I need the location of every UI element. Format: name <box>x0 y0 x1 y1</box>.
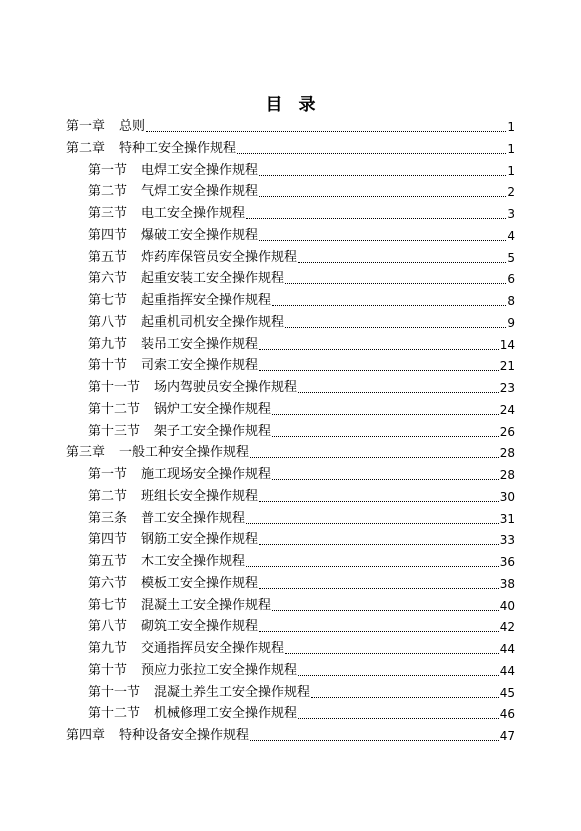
toc-section-entry[interactable] <box>88 314 515 332</box>
toc-entry-number: 第一章 <box>66 119 106 134</box>
toc-entry-label <box>88 531 258 549</box>
toc-entry-label <box>88 270 284 288</box>
toc-entry-number: 第二章 <box>66 140 106 156</box>
toc-entry-number: 第十一节 <box>88 380 141 395</box>
toc-entry-title: 混凝土工安全操作规程 <box>141 597 272 613</box>
toc-page-number: 9 <box>507 315 515 330</box>
title-char-right: 录 <box>298 95 316 115</box>
toc-dot-leader <box>250 457 499 458</box>
toc-page-number: 23 <box>499 381 515 395</box>
toc-entry-label <box>88 205 245 223</box>
toc-entry-label <box>88 379 297 397</box>
toc-entry-title: 架子工安全操作规程 <box>154 423 272 439</box>
toc-entry-title: 施工现场安全操作规程 <box>141 467 272 482</box>
toc-dot-leader <box>298 262 506 263</box>
toc-entry-label <box>88 488 258 506</box>
toc-entry-label <box>88 314 284 332</box>
toc-page-number: 6 <box>507 272 515 287</box>
toc-dot-leader <box>259 196 506 197</box>
toc-entry-title: 混凝土养生工安全操作规程 <box>154 684 311 700</box>
toc-entry-number: 第三条 <box>88 510 128 526</box>
toc-dot-leader <box>246 523 499 524</box>
toc-chapter-entry[interactable] <box>66 140 515 158</box>
toc-entry-number: 第七节 <box>88 293 128 308</box>
toc-entry-label <box>88 705 297 723</box>
toc-entry-title: 模板工安全操作规程 <box>141 575 259 591</box>
toc-entry-title: 交通指挥员安全操作规程 <box>141 641 285 656</box>
toc-section-entry[interactable] <box>88 357 515 375</box>
toc-entry-number: 第十三节 <box>88 423 141 439</box>
toc-entry-title: 司索工安全操作规程 <box>141 358 259 374</box>
toc-entry-title: 砌筑工安全操作规程 <box>141 619 259 635</box>
toc-dot-leader <box>237 153 506 154</box>
toc-entry-number: 第二节 <box>88 488 128 504</box>
toc-page-number: 4 <box>507 228 515 243</box>
toc-entry-label <box>88 662 297 680</box>
toc-entry-label <box>88 597 271 615</box>
toc-dot-leader <box>272 414 499 415</box>
toc-entry-number: 第三节 <box>88 206 128 221</box>
toc-section-entry[interactable] <box>88 270 515 288</box>
toc-page-number: 2 <box>507 185 515 200</box>
toc-entry-label <box>88 466 271 484</box>
toc-entry-number: 第八节 <box>88 619 128 635</box>
toc-chapter-entry[interactable] <box>66 118 515 136</box>
toc-entry-label <box>88 183 258 201</box>
toc-page-number: 42 <box>499 620 515 635</box>
toc-section-entry[interactable] <box>88 662 515 680</box>
toc-section-entry[interactable] <box>88 575 515 593</box>
toc-entry-title: 起重安装工安全操作规程 <box>141 271 285 287</box>
toc-entry-number: 第二节 <box>88 184 128 200</box>
toc-section-entry[interactable] <box>88 249 515 267</box>
toc-page-number: 21 <box>499 359 515 374</box>
toc-entry-title: 起重机司机安全操作规程 <box>141 314 285 330</box>
toc-section-entry[interactable] <box>88 401 515 419</box>
toc-dot-leader <box>298 675 499 676</box>
toc-entry-title: 电工安全操作规程 <box>141 206 246 221</box>
toc-page-number: 31 <box>499 511 515 526</box>
toc-entry-label <box>66 727 249 745</box>
toc-section-entry[interactable] <box>88 227 515 245</box>
toc-entry-number: 第一节 <box>88 162 128 178</box>
toc-page-number: 36 <box>499 555 515 569</box>
toc-dot-leader <box>246 218 506 219</box>
toc-entry-title: 预应力张拉工安全操作规程 <box>141 662 298 678</box>
toc-page-number: 1 <box>507 163 515 178</box>
toc-page-number: 30 <box>499 489 515 504</box>
toc-dot-leader <box>259 544 499 545</box>
toc-entry-label <box>88 684 310 702</box>
toc-entry-number: 第十二节 <box>88 401 141 417</box>
toc-dot-leader <box>272 479 499 480</box>
toc-entry-title: 气焊工安全操作规程 <box>141 184 259 200</box>
toc-dot-leader <box>285 327 506 328</box>
toc-page-number: 26 <box>499 424 515 439</box>
toc-dot-leader <box>272 610 499 611</box>
toc-page-number: 8 <box>507 294 515 308</box>
toc-entry-title: 钢筋工安全操作规程 <box>141 532 259 548</box>
toc-page-number: 28 <box>499 446 515 461</box>
toc-entry-number: 第十节 <box>88 358 128 374</box>
toc-entry-label <box>88 357 258 375</box>
toc-entry-label <box>88 423 271 441</box>
toc-entry-number: 第九节 <box>88 641 128 656</box>
toc-entry-title: 锅炉工安全操作规程 <box>154 401 272 417</box>
toc-dot-leader <box>259 175 506 176</box>
toc-dot-leader <box>246 566 499 567</box>
toc-entry-title: 装吊工安全操作规程 <box>141 336 259 352</box>
toc-section-entry[interactable] <box>88 466 515 484</box>
toc-entry-number: 第一节 <box>88 467 128 482</box>
toc-dot-leader <box>298 392 499 393</box>
toc-entry-number: 第八节 <box>88 314 128 330</box>
toc-dot-leader <box>285 653 499 654</box>
toc-page-number: 28 <box>499 468 515 482</box>
toc-entry-number: 第六节 <box>88 575 128 591</box>
toc-section-entry[interactable] <box>88 597 515 615</box>
toc-entry-label <box>66 118 145 136</box>
toc-section-entry[interactable] <box>88 510 515 528</box>
toc-section-entry[interactable] <box>88 705 515 723</box>
toc-chapter-entry[interactable] <box>66 444 515 462</box>
toc-section-entry[interactable] <box>88 379 515 397</box>
toc-entry-title: 起重指挥安全操作规程 <box>141 293 272 308</box>
toc-dot-leader <box>259 588 499 589</box>
toc-entry-number: 第十二节 <box>88 706 141 722</box>
toc-entry-title: 一般工种安全操作规程 <box>119 445 250 461</box>
toc-entry-label <box>88 401 271 419</box>
toc-dot-leader <box>259 631 499 632</box>
toc-entry-number: 第五节 <box>88 249 128 265</box>
toc-dot-leader <box>259 370 499 371</box>
toc-page-number: 45 <box>499 685 515 700</box>
toc-entry-number: 第六节 <box>88 271 128 287</box>
toc-section-entry[interactable] <box>88 488 515 506</box>
toc-entry-label <box>88 292 271 310</box>
toc-dot-leader <box>146 131 506 132</box>
toc-entry-number: 第九节 <box>88 336 128 352</box>
toc-section-entry[interactable] <box>88 531 515 549</box>
toc-entry-label <box>66 140 236 158</box>
toc-section-entry[interactable] <box>88 423 515 441</box>
page-title <box>0 90 581 115</box>
toc-entry-label <box>88 510 245 528</box>
toc-dot-leader <box>272 436 499 437</box>
toc-dot-leader <box>285 283 506 284</box>
toc-section-entry[interactable] <box>88 618 515 636</box>
toc-dot-leader <box>311 697 499 698</box>
toc-dot-leader <box>259 349 499 350</box>
toc-page-number: 38 <box>499 576 515 591</box>
toc-entry-label <box>88 227 258 245</box>
toc-entry-number: 第七节 <box>88 597 128 613</box>
toc-entry-title: 爆破工安全操作规程 <box>141 227 259 243</box>
toc-page-number: 47 <box>499 729 515 743</box>
toc-entry-title: 特种设备安全操作规程 <box>119 728 250 743</box>
toc-dot-leader <box>272 305 506 306</box>
toc-entry-title: 机械修理工安全操作规程 <box>154 706 298 722</box>
toc-entry-title: 特种工安全操作规程 <box>119 140 237 156</box>
toc-page-number: 1 <box>507 141 515 156</box>
toc-section-entry[interactable] <box>88 292 515 310</box>
toc-dot-leader <box>259 501 499 502</box>
toc-section-entry[interactable] <box>88 205 515 223</box>
toc-entry-title: 普工安全操作规程 <box>141 510 246 526</box>
toc-entry-label <box>66 444 249 462</box>
toc-section-entry[interactable] <box>88 162 515 180</box>
title-char-left: 目 <box>265 95 283 115</box>
toc-entry-number: 第三章 <box>66 445 106 461</box>
toc-page-number: 3 <box>507 207 515 221</box>
toc-section-entry[interactable] <box>88 553 515 571</box>
toc-dot-leader <box>259 240 506 241</box>
toc-entry-number: 第四章 <box>66 728 106 743</box>
toc-page-number: 14 <box>499 337 515 352</box>
toc-entry-title: 炸药库保管员安全操作规程 <box>141 249 298 265</box>
toc-entry-number: 第四节 <box>88 532 128 548</box>
toc-section-entry[interactable] <box>88 684 515 702</box>
toc-dot-leader <box>298 718 499 719</box>
toc-page-number: 5 <box>507 250 515 265</box>
toc-entry-number: 第十一节 <box>88 684 141 700</box>
toc-entry-number: 第四节 <box>88 227 128 243</box>
toc-entry-title: 电焊工安全操作规程 <box>141 162 259 178</box>
toc-entry-title: 场内驾驶员安全操作规程 <box>154 380 298 395</box>
toc-entry-title: 木工安全操作规程 <box>141 554 246 569</box>
toc-page-number: 1 <box>507 120 515 134</box>
toc-entry-label <box>88 336 258 354</box>
toc-page-number: 24 <box>499 402 515 417</box>
toc-dot-leader <box>250 740 499 741</box>
toc-page-number: 46 <box>499 707 515 722</box>
toc-entry-title: 班组长安全操作规程 <box>141 488 259 504</box>
toc-section-entry[interactable] <box>88 640 515 658</box>
toc-page-number: 33 <box>499 533 515 548</box>
toc-entry-title: 总则 <box>119 119 146 134</box>
toc-page-number: 40 <box>499 598 515 613</box>
toc-section-entry[interactable] <box>88 183 515 201</box>
toc-entry-label <box>88 162 258 180</box>
toc-page-number: 44 <box>499 663 515 678</box>
toc-entry-number: 第十节 <box>88 662 128 678</box>
toc-section-entry[interactable] <box>88 336 515 354</box>
toc-entry-label <box>88 640 284 658</box>
toc-entry-label <box>88 553 245 571</box>
toc-entry-label <box>88 249 297 267</box>
toc-chapter-entry[interactable] <box>66 727 515 745</box>
toc-entry-label <box>88 575 258 593</box>
toc-entry-number: 第五节 <box>88 554 128 569</box>
toc-page-number: 44 <box>499 642 515 656</box>
toc-entry-label <box>88 618 258 636</box>
